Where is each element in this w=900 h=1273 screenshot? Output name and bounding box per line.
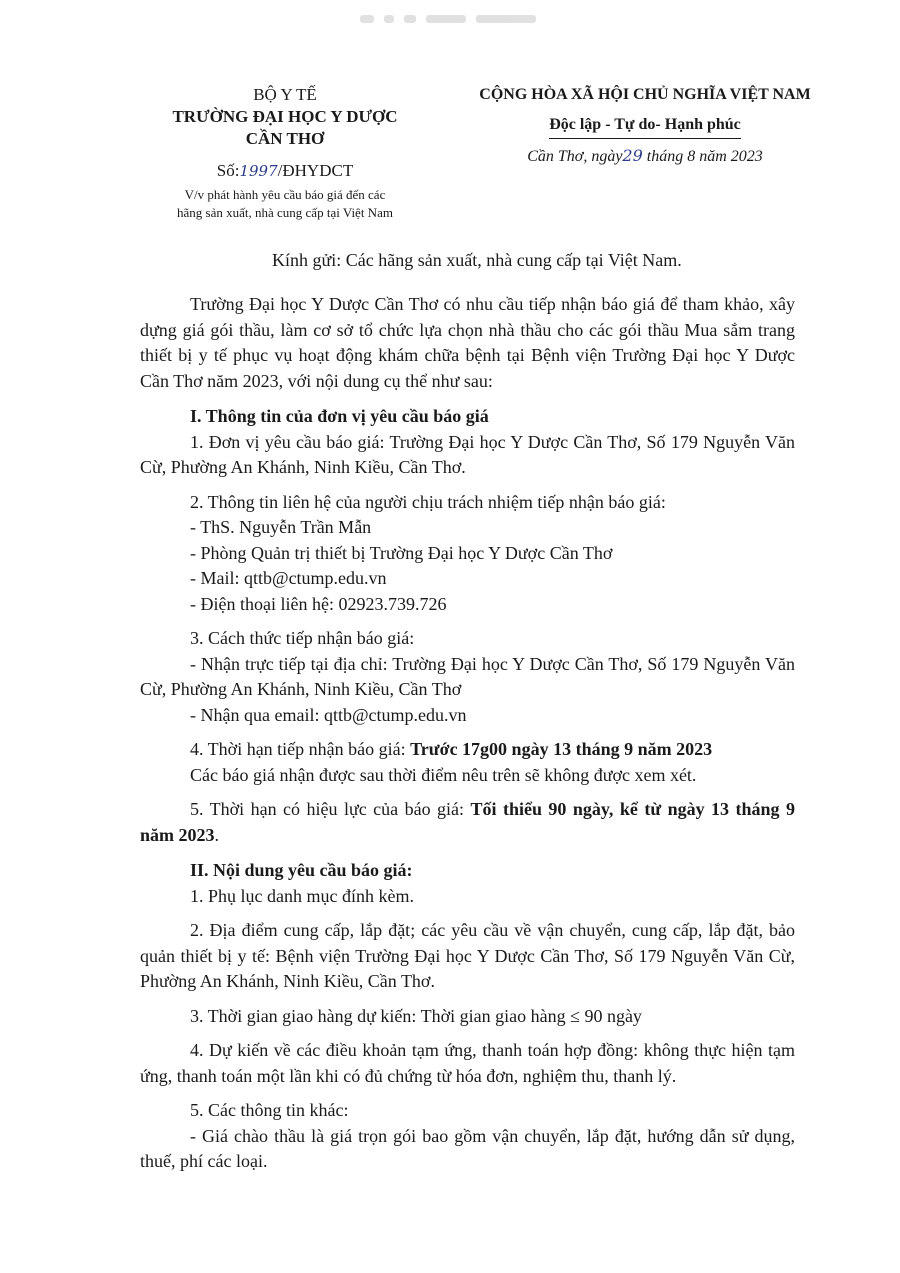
scan-artifact [360,10,600,26]
contact-name: - ThS. Nguyễn Trần Mẫn [190,517,372,537]
contact-mail: - Mail: qttb@ctump.edu.vn [190,568,387,588]
receive-by-email: - Nhận qua email: qttb@ctump.edu.vn [190,704,467,725]
date-suffix: tháng 8 năm 2023 [646,148,763,165]
intro-paragraph: Trường Đại học Y Dược Cần Thơ có nhu cầu tiếp nhận báo giá để tham khảo, xây dựng giá gói thầu, làm cơ sở tổ chức lựa chọn nhà thầu cho các gói thầu Mua sắm trang thiết bị y tế phục vụ hoạt động khám chữa bệnh tại Bệnh viện Trường Đại học Y Dược Cần Thơ năm 2023, với nội dung cụ thể như sau: [140,294,795,391]
receive-in-person: - Nhận trực tiếp tại địa chỉ: Trường Đại học Y Dược Cần Thơ, Số 179 Nguyễn Văn Cừ, Phường An Khánh, Ninh Kiều, Cần Thơ [140,653,795,699]
section1-item4 [140,737,795,763]
section2-item1: 1. Phụ lục danh mục đính kèm. [190,885,414,906]
school-name-line1: TRƯỜNG ĐẠI HỌC Y DƯỢC [172,107,398,126]
doc-no-suffix: /ĐHYDCT [277,161,354,180]
doc-no-prefix: Số: [216,161,240,180]
other-info-line1: - Giá chào thầu là giá trọn gói bao gồm vận chuyển, lắp đặt, hướng dẫn sử dụng, thuế, phí các loại. [140,1125,795,1171]
item4-prefix: 4. Thời hạn tiếp nhận báo giá: [190,739,411,759]
doc-no-handwritten: 1997 [239,162,278,180]
contact-department: - Phòng Quản trị thiết bị Trường Đại học Y Dược Cần Thơ [190,542,613,563]
section1-item1: 1. Đơn vị yêu cầu báo giá: Trường Đại học Y Dược Cần Thơ, Số 179 Nguyễn Văn Cừ, Phường An Khánh, Ninh Kiều, Cần Thơ. [140,431,795,477]
date-day-handwritten: 29 [622,146,643,165]
deadline-note: Các báo giá nhận được sau thời điểm nêu trên sẽ không được xem xét. [190,764,697,785]
item5-end: . [214,824,220,845]
section2-item2: 2. Địa điểm cung cấp, lắp đặt; các yêu cầu về vận chuyển, cung cấp, lắp đặt, bảo quản thiết bị y tế: Bệnh viện Trường Đại học Y Dược Cần Thơ, Số 179 Nguyễn Văn Cừ, Phường An Khánh, Ninh Kiều, Cần Thơ. [140,920,795,991]
national-motto: Độc lập - Tự do- Hạnh phúc [549,114,741,139]
section2-item3: 3. Thời gian giao hàng dự kiến: Thời gian giao hàng ≤ 90 ngày [190,1005,642,1026]
date-prefix: Cần Thơ, ngày [527,148,623,165]
section2-title: II. Nội dung yêu cầu báo giá: [190,860,413,880]
section1-item3-title: 3. Cách thức tiếp nhận báo giá: [190,628,415,648]
letter-body [140,292,795,1175]
section2-item4: 4. Dự kiến về các điều khoản tạm ứng, thanh toán hợp đồng: không thực hiện tạm ứng, thanh toán một lần khi có đủ chứng từ hóa đơn, nghiệm thu, thanh lý. [140,1040,795,1086]
document-number [140,160,430,182]
school-name-line2: CẦN THƠ [245,129,325,148]
ministry-name: BỘ Y TẾ [253,85,317,104]
subject-line2: hãng sản xuất, nhà cung cấp tại Việt Nam [177,205,393,220]
quote-deadline: Trước 17g00 ngày 13 tháng 9 năm 2023 [410,739,713,759]
subject-line1: V/v phát hành yêu cầu báo giá đến các [184,187,386,202]
issue-date [455,145,835,168]
section2-item5-title: 5. Các thông tin khác: [190,1100,349,1120]
quote-validity: Tối thiểu 90 ngày, kể từ ngày 13 tháng 9 năm 2023 [140,799,795,845]
issuer-block [140,84,430,222]
section1-item2-title: 2. Thông tin liên hệ của người chịu trách nhiệm tiếp nhận báo giá: [190,491,666,512]
item5-prefix: 5. Thời hạn có hiệu lực của báo giá: [190,799,471,819]
nation-title: CỘNG HÒA XÃ HỘI CHỦ NGHĨA VIỆT NAM [479,86,811,103]
section1-item5 [140,797,795,848]
national-header [455,84,835,168]
contact-phone: - Điện thoại liên hệ: 02923.739.726 [190,593,447,614]
section1-title: I. Thông tin của đơn vị yêu cầu báo giá [190,406,489,426]
greeting-line: Kính gửi: Các hãng sản xuất, nhà cung cấp tại Việt Nam. [272,250,682,270]
